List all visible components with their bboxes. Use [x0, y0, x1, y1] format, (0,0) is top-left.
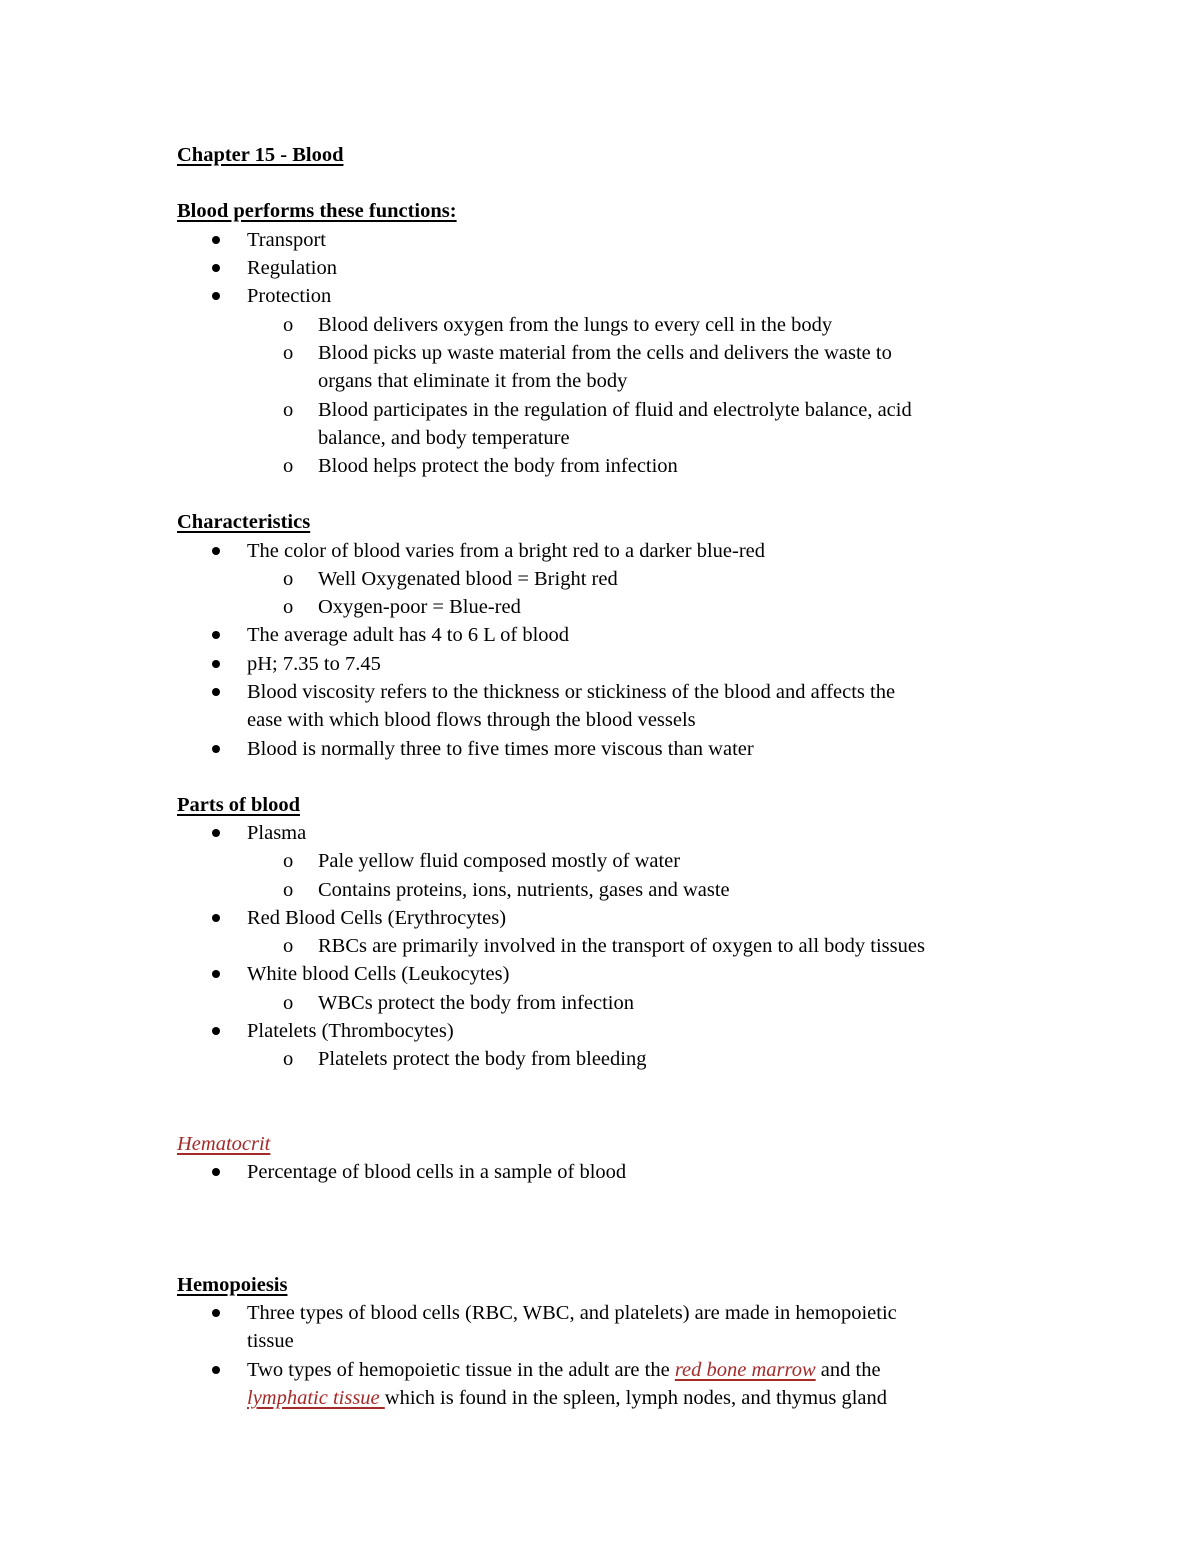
- list-item-continued: lymphatic tissue which is found in the spleen, lymph nodes, and thymus gland: [247, 1387, 887, 1409]
- bullet-icon: [212, 829, 220, 837]
- bullet-icon: [212, 547, 220, 555]
- bullet-icon: [212, 1168, 220, 1176]
- list-item-continued: ease with which blood flows through the blood vessels: [247, 709, 696, 731]
- bullet-icon: [212, 660, 220, 668]
- characteristics-heading: Characteristics: [177, 511, 311, 533]
- bullet-icon: [212, 970, 220, 978]
- parts-heading: Parts of blood: [177, 794, 300, 816]
- document-page: Chapter 15 - Blood Blood performs these functions: Transport Regulation Protection o Blood delivers oxygen from the lungs to every cell in the body o Blood picks up waste material from the cells and delivers the waste to organs that eliminate it from the body o Blood participates in the regulation of fluid and electrolyte balance, acid balance, and body temperature o Blood helps protect the body from infection Characteristics The color of blood varies from a bright red to a darker blue-red o Well Oxygenated blood = Bright red o Oxygen-poor = Blue-red The average adult has 4 to 6 L of blood pH; 7.35 to 7.45 Blood viscosity refers to the thickness or stickiness of the blood and affects the ease with which blood flows through the blood vessels Blood is normally three to five times more viscous than water Parts of blood Plasma o Pale yellow fluid composed mostly of water o Contains proteins, ions, nutrients, gases and waste Red Blood Cells (Erythrocytes) o RBCs are primarily involved in the transport of oxygen to all body tissues White blood Cells (Leukocytes) o WBCs protect the body from infection Platelets (Thrombocytes) o Platelets protect the body from bleeding Hematocrit Percentage of blood cells in a sample of blood Hemopoiesis Three types of blood cells (RBC, WBC, and platelets) are made in hemopoietic tissue Two types of hemopoietic tissue in the adult are the red bone marrow and the lymphatic tissue which is found in the spleen, lymph nodes, and thymus gland: [0, 0, 1200, 1553]
- lymphatic-tissue-term: lymphatic tissue: [247, 1387, 385, 1409]
- circle-bullet-icon: o: [283, 992, 294, 1014]
- bullet-icon: [212, 1366, 220, 1374]
- page-title: Chapter 15 - Blood: [177, 144, 344, 166]
- bullet-icon: [212, 236, 220, 244]
- circle-bullet-icon: o: [283, 850, 294, 872]
- bullet-icon: [212, 688, 220, 696]
- circle-bullet-icon: o: [283, 455, 294, 477]
- sub-list-item-continued: organs that eliminate it from the body: [318, 370, 628, 392]
- circle-bullet-icon: o: [283, 342, 294, 364]
- list-item-continued: tissue: [247, 1330, 294, 1352]
- circle-bullet-icon: o: [283, 879, 294, 901]
- bullet-icon: [212, 631, 220, 639]
- circle-bullet-icon: o: [283, 935, 294, 957]
- red-bone-marrow-term: red bone marrow: [674, 1359, 816, 1381]
- functions-heading: Blood performs these functions:: [177, 200, 457, 222]
- bullet-icon: [212, 745, 220, 753]
- hemopoiesis-heading: Hemopoiesis: [177, 1274, 288, 1296]
- circle-bullet-icon: o: [283, 399, 294, 421]
- circle-bullet-icon: o: [283, 314, 294, 336]
- bullet-icon: [212, 292, 220, 300]
- bullet-icon: [212, 1027, 220, 1035]
- sub-list-item-continued: balance, and body temperature: [318, 427, 570, 449]
- bullet-icon: [212, 1309, 220, 1317]
- hematocrit-heading: Hematocrit: [177, 1133, 271, 1155]
- circle-bullet-icon: o: [283, 596, 294, 618]
- circle-bullet-icon: o: [283, 1048, 294, 1070]
- bullet-icon: [212, 914, 220, 922]
- bullet-icon: [212, 264, 220, 272]
- circle-bullet-icon: o: [283, 568, 294, 590]
